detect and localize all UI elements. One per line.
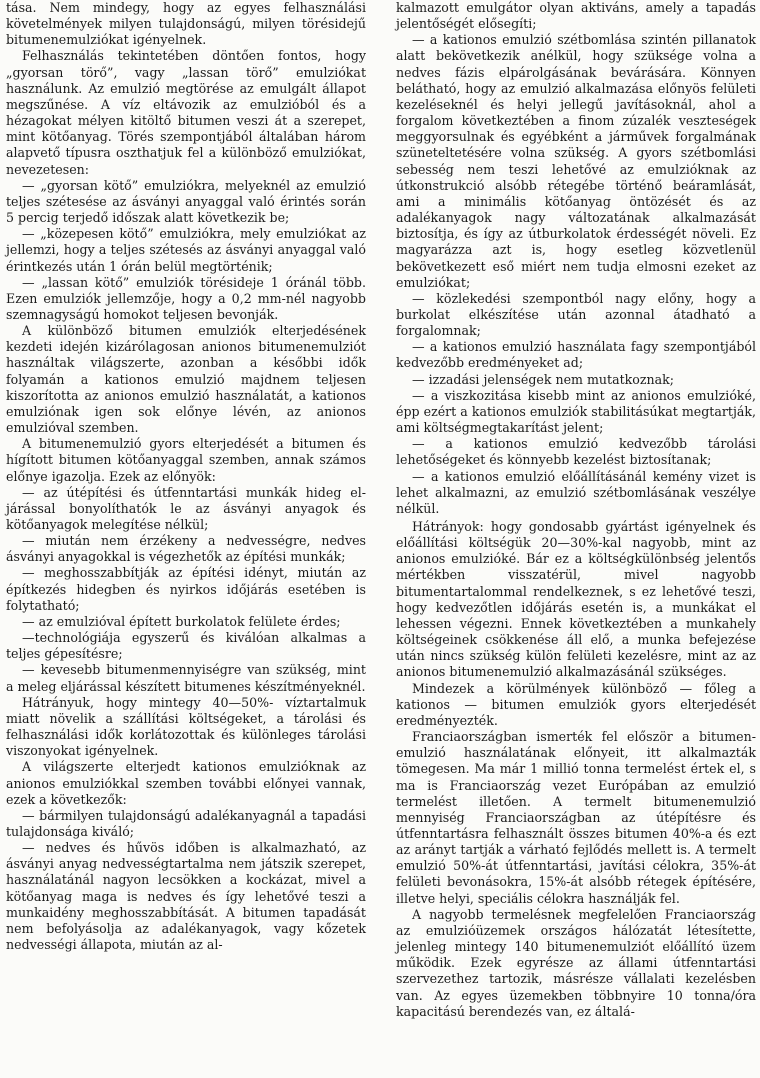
paragraph: —technológiája egyszerű és kiválóan alkalmas a teljes gépesítésre; — [6, 630, 366, 662]
paragraph: Hátrányuk, hogy mintegy 40—50%- víztartalmuk miatt növelik a szállítási költségeket, a tárolási és felhasználási idők korlátozottak és különleges tárolási viszonyokat igényelnek. — [6, 694, 366, 759]
paragraph: — bármilyen tulajdonságú adalékanyagnál a tapadási tulajdonsága kiváló; — [6, 807, 366, 839]
paragraph: — izzadási jelenségek nem mutatkoznak; — [412, 371, 675, 387]
paragraph: — meghosszabbítják az építési idényt, miután az építkezés hidegben és nyirkos időjárás esetében is folytatható; — [6, 565, 366, 613]
paragraph: Hátrányok: hogy gondosabb gyártást igényelnek és előállítási költségük 20—30%-kal nagyobb, mint az anionos emulzióké. Bár ez a költségkülönbség jelentős mértékben visszatérül, mivel nagyobb bitumentartalommal rendelkeznek, s ez lehetővé teszi, hogy kedvezőtlen időjárás esetén is, a munkákat el lehessen végezni. Ennek következtében a munkahely költségeinek csökkenése áll elő, a munka befejezése után nincs szükség külön felületi kezelésre, mint az az anionos bitumenemulzió alkalmazásánál szükséges. — [396, 519, 756, 680]
paragraph: Mindezek a körülmények különböző — főleg a kationos — bitumen emulziók gyors elterjedését eredményezték. — [396, 680, 756, 728]
paragraph: — „gyorsan kötő” emulziókra, melyeknél az emulzió teljes szétesése az ásványi anyaggal való érintés során 5 percig terjedő időszak alatt következik be; — [6, 177, 366, 226]
paragraph: — nedves és hűvös időben is alkalmazható, az ásványi anyag nedvességtartalma nem játszik szerepet, használatánál nagyon lecsökken a kockázat, mivel a kötőanyag maga is nedves és így lehetővé teszi a munkaidény meghosszabbítását. A bitumen tapadását nem befolyásolja az adalékanyagok, vagy kőzetek nedvességi állapota, miután az al- — [6, 840, 366, 953]
paragraph: Franciaországban ismerték fel először a bitumenemulzió használatának előnyeit, itt alkalmazták tömegesen. Ma már 1 millió tonna termelést értek el, s ma is Franciaország vezet Európában az emulzió termelést illetően. A termelt bitumenemulzió mennyiség Franciaországban az útépítésre és útfenntartásra felhasznált összes bitumen 40%-a és ezt az arányt tartják a várható fejlődés mellett is. A termelt emulzió 50%-át útfenntartási, javítási célokra, 35%-át felületi bevonásokra, 15%-át alsóbb rétegek építésére, illetve helyi, speciális célokra használják fel. — [396, 729, 756, 906]
paragraph: — a viszkozitása kisebb mint az anionos emulzióké, épp ezért a kationos emulziók stabilitásúkat megtartják, ami költségmegtakarítást jelent; — [396, 387, 756, 436]
paragraph: — a kationos emulzió használata fagy szempontjából kedvezőbb eredményeket ad; — [396, 339, 756, 371]
paragraph: — a kationos emulzió előállításánál kemény vizet is lehet alkalmazni, az emulzió szétbomlásának veszélye nélkül. — [396, 468, 756, 516]
paragraph: tása. Nem mindegy, hogy az egyes felhasználási követelmények milyen tulajdonságú, milyen törésidejű bitumenemulziókat igényelnek. — [6, 0, 366, 48]
paragraph: — „lassan kötő” emulziók törésideje 1 óránál több. Ezen emulziók jellemzője, hogy a 0,2 mm-nél nagyobb szemnagyságú homokot teljesen bevonják. — [6, 274, 366, 322]
paragraph: A világszerte elterjedt kationos emulzióknak az anionos emulziókkal szemben további előnyei vannak, ezek a következők: — [6, 759, 366, 807]
paragraph: — közlekedési szempontból nagy előny, hogy a burkolat elkészítése után azonnal átadható a forgalomnak; — [396, 290, 756, 339]
right-column — [396, 0, 756, 1020]
paragraph: Felhasználás tekintetében döntően fontos, hogy „gyorsan törő”, vagy „lassan törő” emulziókat használunk. Az emulzió megtörése az emulgált állapot megszűnése. A víz eltávozik az emulzióból és a hézagokat mélyen kitöltő bitumen veszi át a szerepet, mint kötőanyag. Törés szempontjából általában három alapvető típusra oszthatjuk fel a különböző emulziókat, nevezetesen: — [6, 48, 366, 177]
paragraph: — az útépítési és útfenntartási munkák hideg eljárással bonyolíthatók le az ásványi anyagok és kötőanyagok melegítése nélkül; — [6, 484, 366, 532]
left-column — [6, 0, 366, 953]
paragraph: — a kationos emulzió szétbomlása szintén pillanatok alatt bekövetkezik anélkül, hogy szüksége volna a nedves fázis elpárolgásának bevárására. Könnyen belátható, hogy az emulzió alkalmazása előnyös felületi kezeléseknél és helyi jellegű javításoknál, ahol a forgalom következtében a finom zúzalék veszteségek meggyorsulnak és egyébként a járművek forgalmának szüneteltetésére volna szükség. A gyors szétbomlási sebesség nem teszi lehetővé az emulzióknak az útkonstrukció alsóbb rétegébe történő beáramlását, ami a minimális kötőanyag öntözését és az adalékanyagok nagy változatának alkalmazását biztosítja, és így az útburkolatok érdességét növeli. Ez magyarázza azt is, hogy esetleg közvetlenül bekövetkezett eső miért nem tudja elmosni ezeket az emulziókat; — [396, 32, 756, 290]
paragraph: A különböző bitumen emulziók elterjedésének kezdeti idején kizárólagosan anionos bitumenemulziót használtak világszerte, azonban a későbbi idők folyamán a kationos emulzió majdnem teljesen kiszorította az anionos emulzió használatát, a kationos emulziónak igen sok előnye lévén, az anionos emulzióval szemben. — [6, 323, 366, 436]
paragraph: A bitumenemulzió gyors elterjedését a bitumen és hígított bitumen kötőanyaggal szemben, annak számos előnye igazolja. Ezek az előnyök: — [6, 436, 366, 484]
paragraph: kalmazott emulgátor olyan aktiváns, amely a tapadás jelentőségét elősegíti; — [396, 0, 756, 32]
paragraph: — „közepesen kötő” emulziókra, mely emulziókat az jellemzi, hogy a teljes szétesés az ásványi anyaggal való érintkezés után 1 órán belül megtörténik; — [6, 226, 366, 274]
paragraph: — miután nem érzékeny a nedvességre, nedves ásványi anyagokkal is végezhetők az építési munkák; — [6, 533, 366, 565]
paragraph: — a kationos emulzió kedvezőbb tárolási lehetőségeket és könnyebb kezelést biztosítanak; — [396, 436, 756, 468]
paragraph: A nagyobb termelésnek megfelelően Franciaország az emulzióüzemek országos hálózatát létesítette, jelenleg mintegy 140 bitumenemulziót előállító üzem működik. Ezek egyrésze az állami útfenntartási szervezethez tartozik, másrésze vállalati kezelésben van. Az egyes üzemekben többnyire 10 tonna/óra kapacitású berendezés van, ez általá- — [396, 906, 756, 1019]
paragraph: — az emulzióval épített burkolatok felülete érdes; — [22, 613, 341, 629]
paragraph: — kevesebb bitumenmennyiségre van szükség, mint a meleg eljárással készített bitumenes készítményeknél. — [6, 662, 366, 694]
